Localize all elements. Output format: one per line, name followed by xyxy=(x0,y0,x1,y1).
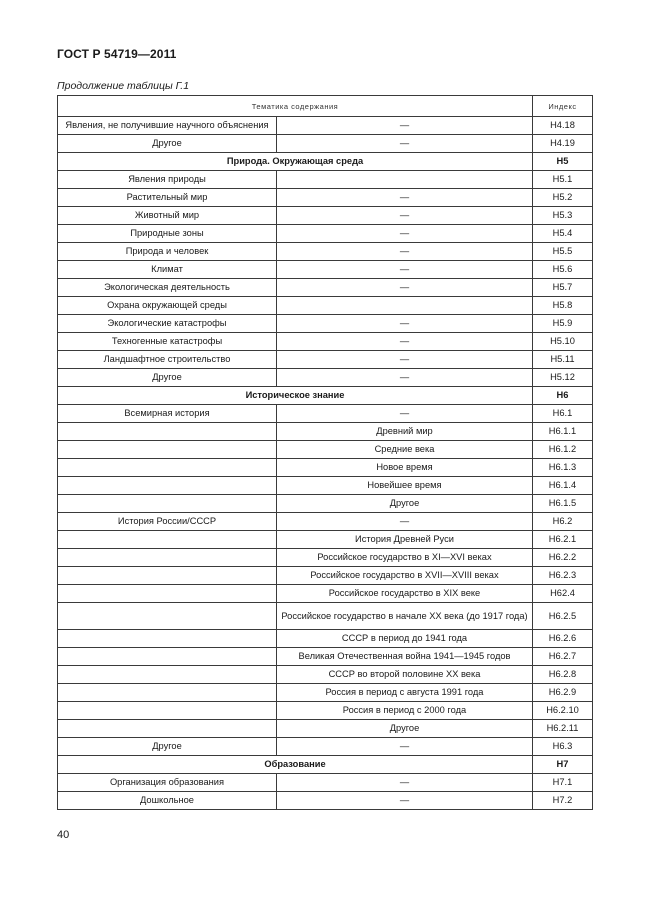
table-row xyxy=(58,405,593,423)
subtopic-cell: — xyxy=(277,774,533,792)
table-row xyxy=(58,117,593,135)
subtopic-cell: СССР во второй половине XX века xyxy=(277,666,533,684)
table-row xyxy=(58,315,593,333)
table-row xyxy=(58,531,593,549)
topic-cell: Природные зоны xyxy=(58,225,277,243)
topic-cell xyxy=(58,585,277,603)
index-cell: Н6.2.7 xyxy=(533,648,593,666)
table-row xyxy=(58,297,593,315)
topic-cell: Природа и человек xyxy=(58,243,277,261)
topic-cell: Техногенные катастрофы xyxy=(58,333,277,351)
topic-cell: Организация образования xyxy=(58,774,277,792)
table-row xyxy=(58,189,593,207)
table-row xyxy=(58,630,593,648)
index-cell: Н5.12 xyxy=(533,369,593,387)
table-row xyxy=(58,513,593,531)
subtopic-cell: — xyxy=(277,792,533,810)
topic-cell: Всемирная история xyxy=(58,405,277,423)
subtopic-cell: Новейшее время xyxy=(277,477,533,495)
subtopic-cell: СССР в период до 1941 года xyxy=(277,630,533,648)
topic-cell xyxy=(58,531,277,549)
subtopic-cell: История Древней Руси xyxy=(277,531,533,549)
index-cell: Н6.2.11 xyxy=(533,720,593,738)
subtopic-cell: — xyxy=(277,243,533,261)
topic-cell: Ландшафтное строительство xyxy=(58,351,277,369)
section-title: Природа. Окружающая среда xyxy=(58,153,533,171)
subtopic-cell: Российское государство в XI—XVI веках xyxy=(277,549,533,567)
subtopic-cell xyxy=(277,171,533,189)
table-row xyxy=(58,261,593,279)
table-row xyxy=(58,477,593,495)
table-row xyxy=(58,549,593,567)
index-cell: Н6.1.5 xyxy=(533,495,593,513)
table-row xyxy=(58,666,593,684)
subtopic-cell xyxy=(277,297,533,315)
table-row xyxy=(58,423,593,441)
table-row xyxy=(58,702,593,720)
table-row xyxy=(58,567,593,585)
topic-cell: Экологическая деятельность xyxy=(58,279,277,297)
subtopic-cell: — xyxy=(277,513,533,531)
index-cell: Н7.2 xyxy=(533,792,593,810)
subtopic-cell: — xyxy=(277,279,533,297)
topic-cell: История России/СССР xyxy=(58,513,277,531)
subtopic-cell: Новое время xyxy=(277,459,533,477)
topic-cell xyxy=(58,567,277,585)
topic-cell: Другое xyxy=(58,135,277,153)
index-cell: Н6.2.8 xyxy=(533,666,593,684)
index-cell: Н6.1.3 xyxy=(533,459,593,477)
table-section-row xyxy=(58,756,593,774)
index-cell: Н6.2.1 xyxy=(533,531,593,549)
table-row xyxy=(58,351,593,369)
topic-cell xyxy=(58,666,277,684)
index-cell: Н62.4 xyxy=(533,585,593,603)
subtopic-cell: Российское государство в XIX веке xyxy=(277,585,533,603)
topic-cell xyxy=(58,603,277,630)
index-cell: Н5.4 xyxy=(533,225,593,243)
table-row xyxy=(58,243,593,261)
table-row xyxy=(58,171,593,189)
section-index: Н6 xyxy=(533,387,593,405)
index-cell: Н6.2.10 xyxy=(533,702,593,720)
index-cell: Н5.1 xyxy=(533,171,593,189)
table-caption: Продолжение таблицы Г.1 xyxy=(57,80,190,92)
section-title: Образование xyxy=(58,756,533,774)
table-row xyxy=(58,333,593,351)
topic-cell: Другое xyxy=(58,738,277,756)
topic-cell xyxy=(58,423,277,441)
table-row xyxy=(58,720,593,738)
index-cell: Н5.10 xyxy=(533,333,593,351)
topic-cell xyxy=(58,720,277,738)
table-row xyxy=(58,648,593,666)
subtopic-cell: Средние века xyxy=(277,441,533,459)
table-row xyxy=(58,369,593,387)
index-cell: Н6.1.2 xyxy=(533,441,593,459)
subtopic-cell: — xyxy=(277,225,533,243)
table-row xyxy=(58,792,593,810)
index-cell: Н5.11 xyxy=(533,351,593,369)
topic-cell: Дошкольное xyxy=(58,792,277,810)
subtopic-cell: Российское государство в XVII—XVIII веках xyxy=(277,567,533,585)
topic-cell xyxy=(58,648,277,666)
index-cell: Н6.1.1 xyxy=(533,423,593,441)
topic-cell xyxy=(58,477,277,495)
topic-cell xyxy=(58,549,277,567)
index-cell: Н6.2.6 xyxy=(533,630,593,648)
index-cell: Н6.2.5 xyxy=(533,603,593,630)
column-header-index: Индекс xyxy=(533,96,593,117)
table-section-row xyxy=(58,387,593,405)
topic-cell: Другое xyxy=(58,369,277,387)
table-row xyxy=(58,459,593,477)
subtopic-cell: — xyxy=(277,261,533,279)
table-row xyxy=(58,207,593,225)
column-header-theme: Тематика содержания xyxy=(58,96,533,117)
topic-cell xyxy=(58,459,277,477)
topic-cell xyxy=(58,684,277,702)
document-standard-header: ГОСТ Р 54719—2011 xyxy=(57,47,177,61)
index-cell: Н5.3 xyxy=(533,207,593,225)
subtopic-cell: — xyxy=(277,405,533,423)
index-cell: Н6.2.9 xyxy=(533,684,593,702)
table-row xyxy=(58,684,593,702)
table-row xyxy=(58,135,593,153)
topic-cell: Экологические катастрофы xyxy=(58,315,277,333)
table-section-row xyxy=(58,153,593,171)
table-row xyxy=(58,225,593,243)
subtopic-cell: — xyxy=(277,738,533,756)
index-cell: Н5.9 xyxy=(533,315,593,333)
table-row xyxy=(58,441,593,459)
subtopic-cell: — xyxy=(277,189,533,207)
topic-cell: Явления, не получившие научного объяснения xyxy=(58,117,277,135)
index-cell: Н6.1 xyxy=(533,405,593,423)
table-row xyxy=(58,279,593,297)
index-cell: Н5.6 xyxy=(533,261,593,279)
table-row xyxy=(58,774,593,792)
subtopic-cell: — xyxy=(277,369,533,387)
subtopic-cell: — xyxy=(277,117,533,135)
index-cell: Н5.5 xyxy=(533,243,593,261)
subtopic-cell: — xyxy=(277,315,533,333)
index-cell: Н7.1 xyxy=(533,774,593,792)
subtopic-cell: Другое xyxy=(277,720,533,738)
index-cell: Н6.2 xyxy=(533,513,593,531)
topic-cell: Климат xyxy=(58,261,277,279)
subtopic-cell: Российское государство в начале XX века (до 1917 года) xyxy=(277,603,533,630)
subtopic-cell: Великая Отечественная война 1941—1945 годов xyxy=(277,648,533,666)
index-cell: Н6.1.4 xyxy=(533,477,593,495)
index-cell: Н6.2.3 xyxy=(533,567,593,585)
section-title: Историческое знание xyxy=(58,387,533,405)
index-cell: Н5.8 xyxy=(533,297,593,315)
table-row xyxy=(58,603,593,630)
index-cell: Н6.2.2 xyxy=(533,549,593,567)
subtopic-cell: Россия в период с августа 1991 года xyxy=(277,684,533,702)
index-cell: Н4.19 xyxy=(533,135,593,153)
topic-cell xyxy=(58,441,277,459)
index-cell: Н5.2 xyxy=(533,189,593,207)
index-cell: Н4.18 xyxy=(533,117,593,135)
topic-cell xyxy=(58,495,277,513)
index-cell: Н6.3 xyxy=(533,738,593,756)
table-header-row xyxy=(58,96,593,117)
section-index: Н5 xyxy=(533,153,593,171)
table-row xyxy=(58,495,593,513)
topic-cell: Охрана окружающей среды xyxy=(58,297,277,315)
subtopic-cell: — xyxy=(277,333,533,351)
subtopic-cell: — xyxy=(277,351,533,369)
topic-cell xyxy=(58,702,277,720)
table-row xyxy=(58,738,593,756)
subtopic-cell: Древний мир xyxy=(277,423,533,441)
topic-cell: Явления природы xyxy=(58,171,277,189)
section-index: Н7 xyxy=(533,756,593,774)
subtopic-cell: Россия в период с 2000 года xyxy=(277,702,533,720)
page-number: 40 xyxy=(57,829,70,841)
topic-cell: Животный мир xyxy=(58,207,277,225)
table-row xyxy=(58,585,593,603)
topic-cell: Растительный мир xyxy=(58,189,277,207)
subtopic-cell: — xyxy=(277,207,533,225)
topic-cell xyxy=(58,630,277,648)
index-cell: Н5.7 xyxy=(533,279,593,297)
subtopic-cell: — xyxy=(277,135,533,153)
subtopic-cell: Другое xyxy=(277,495,533,513)
classification-table xyxy=(57,95,593,810)
